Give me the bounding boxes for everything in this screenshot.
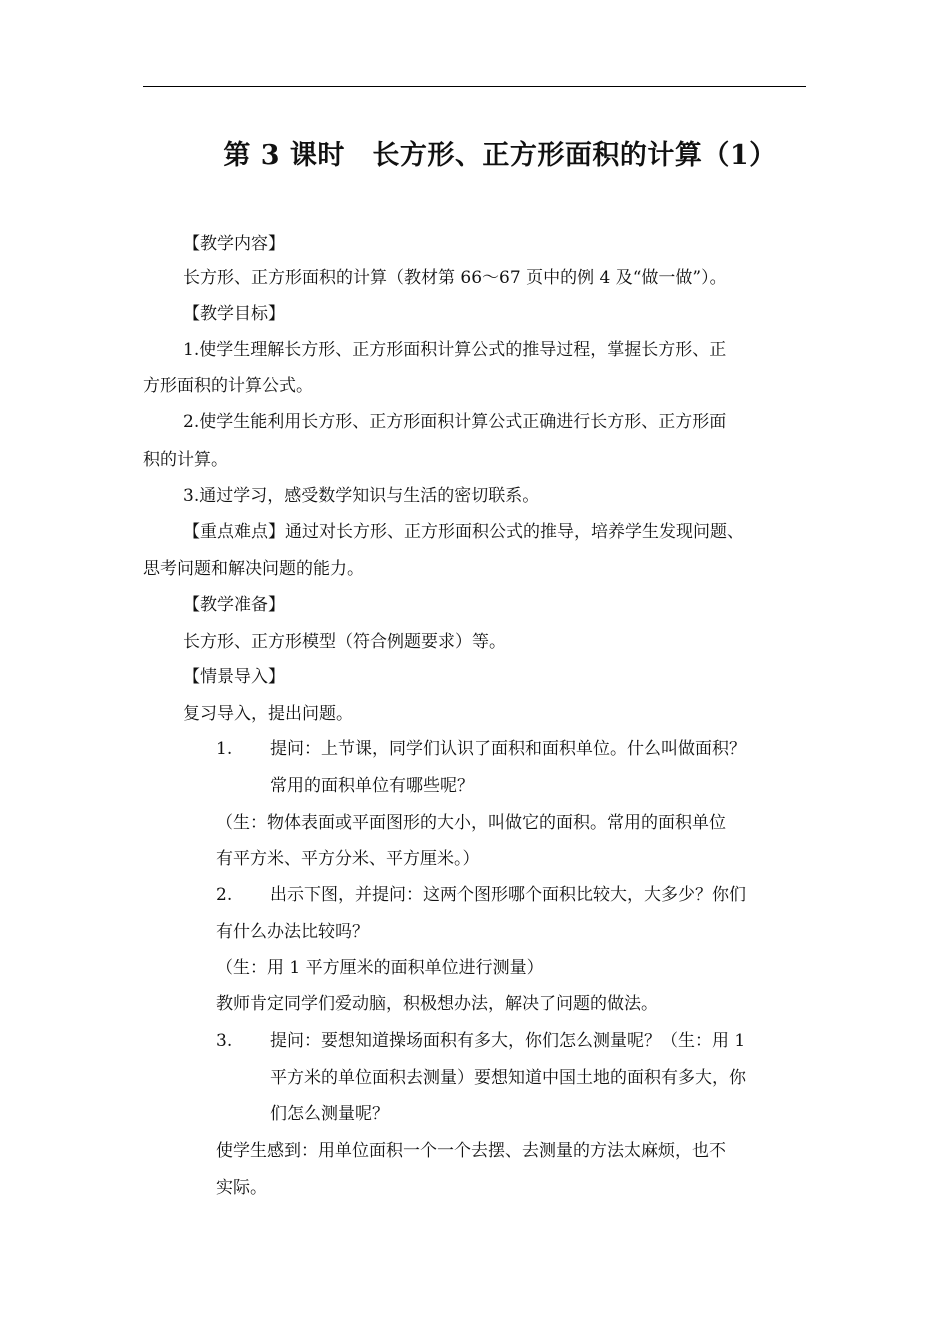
item-3-line-1: 提问：要想知道操场面积有多大，你们怎么测量呢？（生：用 1 bbox=[270, 1031, 746, 1051]
page-title: 第 3 课时 长方形、正方形面积的计算（1） bbox=[223, 140, 777, 171]
answer-2: （生：用 1 平方厘米的面积单位进行测量） bbox=[216, 958, 544, 978]
item-3-line-3: 们怎么测量呢？ bbox=[270, 1104, 389, 1124]
heading-goals: 【教学目标】 bbox=[183, 304, 285, 324]
item-2-number: 2. bbox=[216, 885, 233, 905]
teacher-note: 教师肯定同学们爱动脑，积极想办法，解决了问题的做法。 bbox=[216, 994, 658, 1014]
item-3-line-2: 平方米的单位面积去测量）要想知道中国土地的面积有多大，你 bbox=[270, 1068, 746, 1088]
header-rule bbox=[143, 86, 806, 87]
goal-2-line-2: 积的计算。 bbox=[143, 450, 228, 470]
item-1-number: 1. bbox=[216, 739, 233, 759]
goal-1-line-1: 1.使学生理解长方形、正方形面积计算公式的推导过程，掌握长方形、正 bbox=[183, 340, 727, 360]
conclusion-line-1: 使学生感到：用单位面积一个一个去摆、去测量的方法太麻烦，也不 bbox=[216, 1141, 726, 1161]
item-1-line-1: 提问：上节课，同学们认识了面积和面积单位。什么叫做面积？ bbox=[270, 739, 746, 759]
item-3-number: 3. bbox=[216, 1031, 233, 1051]
heading-content: 【教学内容】 bbox=[183, 234, 285, 254]
answer-1-line-1: （生：物体表面或平面图形的大小，叫做它的面积。常用的面积单位 bbox=[216, 813, 726, 833]
conclusion-line-2: 实际。 bbox=[216, 1178, 267, 1198]
intro-text: 复习导入，提出问题。 bbox=[183, 704, 353, 724]
heading-prep: 【教学准备】 bbox=[183, 595, 285, 615]
heading-intro: 【情景导入】 bbox=[183, 667, 285, 687]
key-points-line-2: 思考问题和解决问题的能力。 bbox=[143, 559, 364, 579]
answer-1-line-2: 有平方米、平方分米、平方厘米。） bbox=[216, 849, 480, 869]
key-points-line-1: 【重点难点】通过对长方形、正方形面积公式的推导，培养学生发现问题、 bbox=[183, 522, 744, 542]
content-text: 长方形、正方形面积的计算（教材第 66～67 页中的例 4 及“做一做”）。 bbox=[183, 268, 727, 288]
item-2-line-1: 出示下图，并提问：这两个图形哪个面积比较大，大多少？你们 bbox=[270, 885, 746, 905]
item-1-line-2: 常用的面积单位有哪些呢？ bbox=[270, 776, 474, 796]
goal-2-line-1: 2.使学生能利用长方形、正方形面积计算公式正确进行长方形、正方形面 bbox=[183, 412, 727, 432]
goal-1-line-2: 方形面积的计算公式。 bbox=[143, 376, 313, 396]
goal-3: 3.通过学习，感受数学知识与生活的密切联系。 bbox=[183, 486, 540, 506]
item-2-line-2: 有什么办法比较吗？ bbox=[216, 922, 369, 942]
prep-text: 长方形、正方形模型（符合例题要求）等。 bbox=[183, 632, 506, 652]
